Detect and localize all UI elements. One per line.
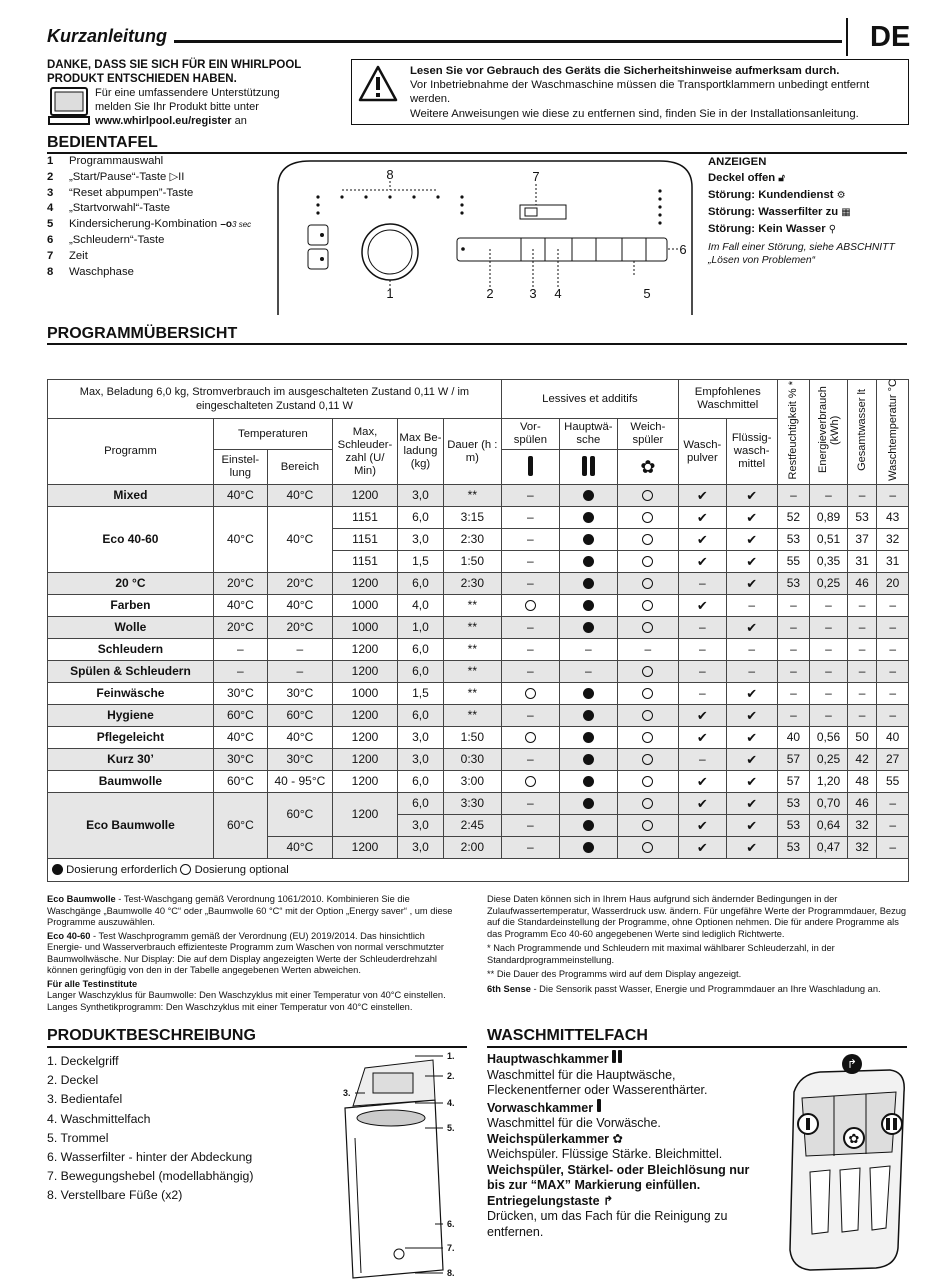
required-dot-icon — [583, 600, 594, 611]
warning-icon — [358, 64, 398, 104]
support-text — [95, 86, 295, 128]
check-icon: ✔ — [746, 575, 758, 591]
required-dot-icon — [583, 842, 594, 853]
svg-text:2.: 2. — [447, 1071, 455, 1081]
optional-circle-icon — [642, 710, 653, 721]
program-name: Spülen & Schleudern — [48, 661, 214, 683]
table-row: Farben 40°C 40°C 1000 4,0 ** ✔ – – – – – — [48, 595, 909, 617]
optional-circle-icon — [642, 534, 653, 545]
table-row: Eco 40-60 40°C 40°C 1151 6,0 3:15 – ✔ ✔ 52 0,89 53 43 — [48, 507, 909, 529]
table-header-vorspuelen: Vor- spülen — [501, 419, 559, 450]
table-row: Pflegeleicht 40°C 40°C 1200 3,0 1:50 ✔ ✔ 40 0,56 50 40 — [48, 727, 909, 749]
check-icon: ✔ — [746, 839, 758, 855]
optional-circle-icon — [642, 688, 653, 699]
detergent-drawer-text: Hauptwaschkammer Waschmittel für die Hauptwäsche, Fleckenentferner oder Wasserenthärter. Vorwaschkammer Waschmittel für die Vorwäsche. Weichspülerkammer ✿ Weichspüler. Flüssige Stärke. Bleichmittel. Weichspüler, Stärkel- oder Bleichlösung nur bis zur “MAX” Markierung einfüllen. Entriegelungstaste ↱ Drücken, um das Fach für die Reinigung zu entfernen. — [487, 1052, 750, 1239]
optional-circle-icon — [180, 864, 191, 875]
check-icon: ✔ — [746, 817, 758, 833]
mainwash-icon — [559, 450, 617, 485]
list-item: 6. Wasserfilter - hinter der Abdeckung — [47, 1150, 253, 1165]
required-dot-icon — [583, 578, 594, 589]
section-rule — [47, 343, 907, 345]
table-row: Feinwäsche 30°C 30°C 1000 1,5 ** – ✔ – – – – — [48, 683, 909, 705]
required-dot-icon — [583, 512, 594, 523]
list-item: 8 Waschphase — [47, 265, 134, 278]
required-dot-icon — [583, 490, 594, 501]
program-name: Eco 40-60 — [48, 507, 214, 573]
optional-circle-icon — [642, 798, 653, 809]
footnotes-left: Eco Baumwolle - Test-Waschgang gemäß Verordnung 1061/2010. Kombinieren Sie die Waschgänge „Baumwolle 40 °C“ oder „Baumwolle 60 °C“ mit der Option „Energy saver“ , um diese Programme auszuwählen. Eco 40-60 - Test Waschprogramm gemäß der Verordnung (EU) 2019/2014. Das hinsichtlich Energie- und Wasserverbrauch effizienteste Programm zum Waschen von normal verschmutzter Baumwollwäsche. Nur Display: Die auf dem Display angezeigten Werte der Schleuderdrehzahl können geringfügig von den in der Tabelle angegebenen Werten abweichen. Für alle Testinstitute Langer Waschzyklus für Baumwolle: Den Waschzyklus mit einer Temperatur von 40°C einstellen. Langes Synthetikprogramm: Den Waschzyklus mit einer Temperatur von 40°C einstellen. — [47, 894, 453, 1012]
check-icon: ✔ — [746, 487, 758, 503]
table-header-temperaturen: Temperaturen — [213, 419, 332, 450]
section-title-produkt: PRODUKTBESCHREIBUNG — [47, 1027, 256, 1044]
optional-circle-icon — [642, 600, 653, 611]
svg-text:✿: ✿ — [848, 1131, 860, 1146]
check-icon: ✔ — [696, 839, 708, 855]
support-tail: an — [231, 115, 247, 127]
optional-circle-icon — [642, 578, 653, 589]
table-header-schleuder: Max, Schleuder- zahl (U/ Min) — [332, 419, 397, 485]
table-row: Baumwolle 60°C 40 - 95°C 1200 6,0 3:00 ✔ ✔ 57 1,20 48 55 — [48, 771, 909, 793]
section-title-waschmittelfach: WASCHMITTELFACH — [487, 1027, 648, 1044]
optional-circle-icon — [642, 820, 653, 831]
list-item: 3. Bedientafel — [47, 1092, 123, 1107]
list-item: 1 Programmauswahl — [47, 155, 164, 167]
list-item: 5 Kindersicherung-Kombination –o3 sec — [47, 218, 252, 231]
table-header-max: Max, Beladung 6,0 kg, Stromverbrauch im ausgeschalteten Zustand 0,11 W / im eingeschalteten Zustand 0,11 W — [48, 380, 502, 419]
optional-circle-icon — [642, 776, 653, 787]
table-header-weichspueler: Weich- spüler — [617, 419, 678, 450]
list-item: 5. Trommel — [47, 1130, 109, 1145]
table-header-hauptwaesche: Hauptwä- sche — [559, 419, 617, 450]
program-name: Feinwäsche — [48, 683, 214, 705]
table-row: 1151 1,5 1:50 – ✔ ✔ 55 0,35 31 31 — [48, 551, 909, 573]
check-icon: ✔ — [696, 707, 708, 723]
optional-circle-icon — [642, 490, 653, 501]
indicator-lid-open: Deckel offen 🔓︎ — [708, 172, 785, 184]
table-header-restfeuchte: Restfeuchtigkeit % * — [787, 380, 800, 480]
section-title-bedientafel: BEDIENTAFEL — [47, 134, 158, 151]
prewash-icon — [597, 1099, 601, 1112]
thanks-text: DANKE, DASS SIE SICH FÜR EIN WHIRLPOOL PRODUKT ENTSCHIEDEN HABEN. — [47, 59, 302, 85]
svg-text:6.: 6. — [447, 1219, 455, 1229]
header-rule — [174, 40, 842, 43]
table-row: Wolle 20°C 20°C 1000 1,0 ** – – ✔ – – – – — [48, 617, 909, 639]
table-row: Schleudern – – 1200 6,0 ** – – – – – – – – – — [48, 639, 909, 661]
table-row: Eco Baumwolle 60°C 60°C 1200 6,0 3:30 – ✔ ✔ 53 0,70 46 – — [48, 793, 909, 815]
program-name: 20 °C — [48, 573, 214, 595]
table-header-dauer: Dauer (h : m) — [443, 419, 501, 485]
check-icon: ✔ — [746, 729, 758, 745]
program-name: Farben — [48, 595, 214, 617]
check-icon: ✔ — [696, 509, 708, 525]
document-title: Kurzanleitung — [47, 26, 167, 46]
list-item: 2 „Start/Pause“-Taste ▷II — [47, 170, 185, 183]
svg-text:7.: 7. — [447, 1243, 455, 1253]
optional-circle-icon — [642, 732, 653, 743]
check-icon: ✔ — [696, 773, 708, 789]
optional-circle-icon — [525, 776, 536, 787]
table-legend: Dosierung erforderlich Dosierung optional — [48, 859, 909, 882]
diagram-label-7: 7 — [532, 169, 540, 184]
required-dot-icon — [52, 864, 63, 875]
diagram-label-4: 4 — [554, 286, 562, 301]
table-row: Spülen & Schleudern – – 1200 6,0 ** – – – – – – – – — [48, 661, 909, 683]
computer-icon — [47, 86, 91, 126]
svg-text:8.: 8. — [447, 1268, 455, 1278]
support-body: Für eine umfassendere Unterstützung melden Sie Ihr Produkt bitte unter — [95, 87, 280, 113]
lock-hint: 3 sec — [232, 220, 252, 230]
program-name: Baumwolle — [48, 771, 214, 793]
program-name: Wolle — [48, 617, 214, 639]
required-dot-icon — [583, 776, 594, 787]
required-dot-icon — [583, 534, 594, 545]
program-name: Hygiene — [48, 705, 214, 727]
optional-circle-icon — [642, 512, 653, 523]
list-item: 8. Verstellbare Füße (x2) — [47, 1188, 183, 1203]
table-header-programm: Programm — [48, 419, 214, 485]
control-panel-list — [47, 154, 307, 280]
prewash-icon — [501, 450, 559, 485]
program-name: Schleudern — [48, 639, 214, 661]
program-table — [47, 379, 909, 882]
optional-circle-icon — [642, 556, 653, 567]
table-header-empfohlen: Empfohlenes Waschmittel — [678, 380, 777, 419]
table-header-fluessig: Flüssig- wasch- mittel — [726, 419, 777, 485]
check-icon: ✔ — [746, 795, 758, 811]
warning-line-3: Weitere Anweisungen wie diese zu entfernen sind, finden Sie in der Installationsanleitung. — [410, 107, 859, 120]
optional-circle-icon — [642, 666, 653, 677]
detergent-drawer-illustration — [780, 1052, 910, 1280]
indicator-list — [708, 154, 928, 267]
program-name: Kurz 30’ — [48, 749, 214, 771]
diagram-label-2: 2 — [486, 286, 494, 301]
indicator-filter: Störung: Wasserfilter zu ▦ — [708, 206, 851, 218]
required-dot-icon — [583, 556, 594, 567]
check-icon: ✔ — [696, 597, 708, 613]
diagram-label-1: 1 — [386, 286, 394, 301]
svg-text:↱: ↱ — [846, 1057, 858, 1071]
section-title-programmuebersicht: PROGRAMMÜBERSICHT — [47, 325, 238, 342]
softener-icon: ✿ — [612, 1131, 624, 1146]
list-item: 7 Zeit — [47, 249, 88, 262]
check-icon: ✔ — [746, 751, 758, 767]
indicator-no-water: Störung: Kein Wasser ⚲ — [708, 223, 837, 235]
indicator-service: Störung: Kundendienst ⚙ — [708, 189, 846, 201]
check-icon: ✔ — [696, 729, 708, 745]
list-item: 1. Deckelgriff — [47, 1054, 119, 1068]
register-link[interactable]: www.whirlpool.eu/register — [95, 115, 232, 127]
table-row: Mixed 40°C 40°C 1200 3,0 ** – ✔ ✔ – – – – — [48, 485, 909, 507]
required-dot-icon — [583, 798, 594, 809]
optional-circle-icon — [525, 688, 536, 699]
optional-circle-icon — [525, 732, 536, 743]
check-icon: ✔ — [696, 531, 708, 547]
table-header-bereich: Bereich — [267, 450, 332, 485]
footnotes-right: Diese Daten können sich in Ihrem Haus aufgrund sich ändernder Bedingungen in der Zulaufwassertemperatur, Wasserdruck usw. ändern. Für ungefähre Werte der Programmdauer, Bezug auf die Standardeinstellung der Programme, ohne Optionen nehmen. Die für andere Programme als das Programm Eco 40-60 angegebenen Werte sind lediglich Richtwerte. * Nach Programmende und Schleudern mit maximal wählbarer Schleuderzahl, in der Standardprogrammeinstellung. ** Die Dauer des Programms wird auf dem Display angezeigt. 6th Sense - Die Sensorik passt Wasser, Energie und Programmdauer an Ihre Waschladung an. — [487, 894, 907, 994]
diagram-label-5: 5 — [643, 286, 651, 301]
list-item: 6 „Schleudern“-Taste — [47, 233, 165, 246]
service-icon: ⚙ — [836, 190, 846, 201]
program-name: Mixed — [48, 485, 214, 507]
product-parts-list — [47, 1052, 337, 1206]
svg-text:4.: 4. — [447, 1098, 455, 1108]
check-icon: ✔ — [696, 795, 708, 811]
svg-text:3.: 3. — [343, 1088, 351, 1098]
washing-machine-illustration — [335, 1048, 465, 1280]
check-icon: ✔ — [696, 487, 708, 503]
table-header-beladung: Max Be- ladung (kg) — [398, 419, 444, 485]
optional-circle-icon — [642, 754, 653, 765]
warning-text — [410, 64, 902, 121]
required-dot-icon — [583, 710, 594, 721]
required-dot-icon — [583, 622, 594, 633]
indicator-note: Im Fall einer Störung, siehe ABSCHNITT „Lösen von Problemen“ — [708, 242, 895, 266]
table-row: Kurz 30’ 30°C 30°C 1200 3,0 0:30 – – ✔ 57 0,25 42 27 — [48, 749, 909, 771]
diagram-label-6: 6 — [679, 242, 687, 257]
required-dot-icon — [583, 820, 594, 831]
list-item: 2. Deckel — [47, 1073, 99, 1088]
list-item: 3 “Reset abpumpen”-Taste — [47, 186, 194, 199]
softener-icon: ✿ — [617, 450, 678, 485]
lock-open-icon: 🔓︎ — [778, 173, 785, 184]
section-rule — [487, 1046, 907, 1048]
svg-text:5.: 5. — [447, 1123, 455, 1133]
check-icon: ✔ — [746, 553, 758, 569]
check-icon: ✔ — [746, 509, 758, 525]
required-dot-icon — [583, 732, 594, 743]
release-arrow-icon: ↱ — [603, 1193, 614, 1208]
diagram-label-3: 3 — [529, 286, 537, 301]
svg-text:1.: 1. — [447, 1051, 455, 1061]
list-item: 4. Waschmittelfach — [47, 1111, 151, 1126]
table-row: 40°C 1200 3,0 2:00 – ✔ ✔ 53 0,47 32 – — [48, 837, 909, 859]
mainwash-icon — [612, 1050, 616, 1063]
list-item: 4 „Startvorwahl“-Taste — [47, 202, 171, 215]
check-icon: ✔ — [746, 685, 758, 701]
warning-line-1: Lesen Sie vor Gebrauch des Geräts die Sicherheitshinweise aufmerksam durch. — [410, 65, 840, 77]
list-item: 7. Bewegungshebel (modellabhängig) — [47, 1169, 254, 1184]
control-panel-diagram — [270, 157, 700, 315]
warning-line-2: Vor Inbetriebnahme der Waschmaschine müssen die Transportklammern unbedingt entfernt werden. — [410, 79, 870, 106]
check-icon: ✔ — [746, 531, 758, 547]
diagram-label-8: 8 — [386, 167, 394, 182]
table-header-wasser: Gesamtwasser lt — [856, 389, 869, 471]
water-tap-icon: ⚲ — [828, 224, 837, 235]
filter-icon: ▦ — [841, 207, 851, 218]
optional-circle-icon — [525, 600, 536, 611]
optional-circle-icon — [642, 842, 653, 853]
check-icon: ✔ — [746, 619, 758, 635]
table-header-waschtemperatur: Waschtemperatur °C — [886, 379, 899, 481]
check-icon: ✔ — [696, 817, 708, 833]
table-row: 1151 3,0 2:30 – ✔ ✔ 53 0,51 37 32 — [48, 529, 909, 551]
check-icon: ✔ — [746, 707, 758, 723]
language-code: DE — [846, 18, 931, 56]
check-icon: ✔ — [746, 773, 758, 789]
program-name: Pflegeleicht — [48, 727, 214, 749]
table-row: 20 °C 20°C 20°C 1200 6,0 2:30 – – ✔ 53 0,25 46 20 — [48, 573, 909, 595]
key-lock-icon: –o — [220, 219, 233, 231]
table-row: 3,0 2:45 – ✔ ✔ 53 0,64 32 – — [48, 815, 909, 837]
table-header-einstellung: Einstel- lung — [213, 450, 267, 485]
program-name: Eco Baumwolle — [48, 793, 214, 859]
required-dot-icon — [583, 688, 594, 699]
table-row: Hygiene 60°C 60°C 1200 6,0 ** – ✔ ✔ – – – – — [48, 705, 909, 727]
indicator-title: ANZEIGEN — [708, 156, 767, 168]
table-header-waschpulver: Wasch- pulver — [678, 419, 726, 485]
table-header-energie: Energieverbrauch (kWh) — [816, 386, 841, 474]
table-header-lessives: Lessives et additifs — [501, 380, 678, 419]
check-icon: ✔ — [696, 553, 708, 569]
optional-circle-icon — [642, 622, 653, 633]
required-dot-icon — [583, 754, 594, 765]
